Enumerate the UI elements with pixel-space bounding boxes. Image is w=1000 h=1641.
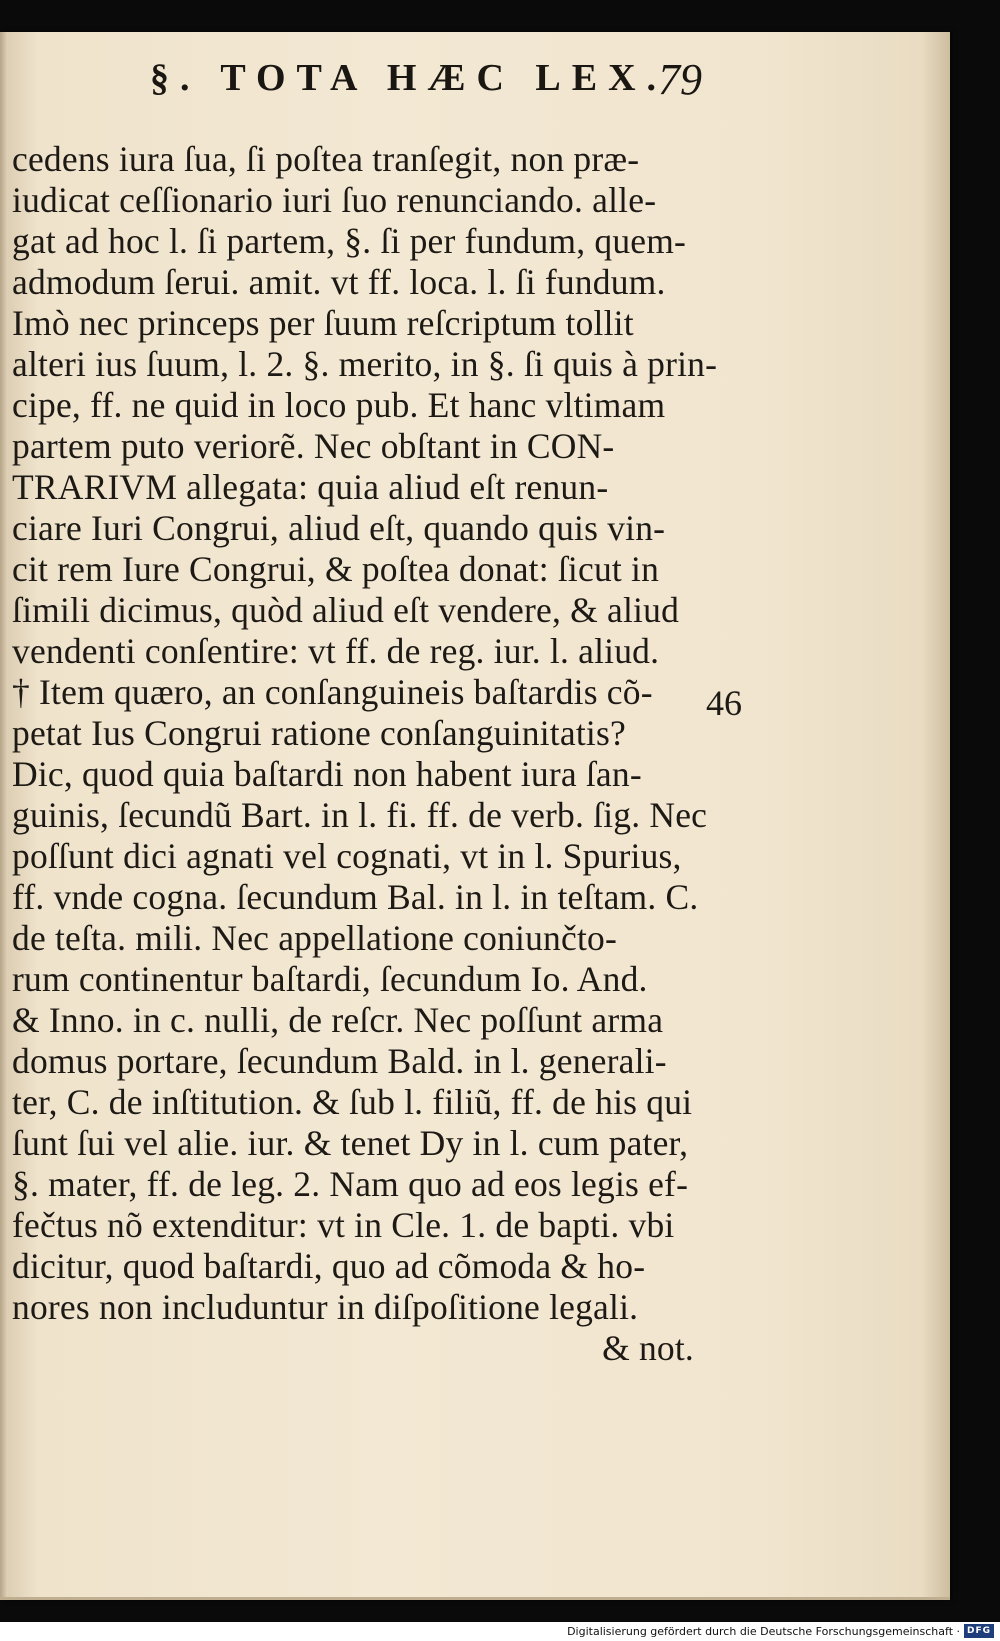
text-line: nores non includuntur in diſpoſitione legali. xyxy=(12,1287,639,1327)
text-line: iudicat ceſſionario iuri ſuo renunciando. alle- xyxy=(12,180,657,220)
text-line: de teſta. mili. Nec appellatione coniunčto- xyxy=(12,918,617,958)
text-line: admodum ſerui. amit. vt ff. loca. l. ſi fundum. xyxy=(12,262,666,302)
text-line: ſimili dicimus, quòd aliud eſt vendere, & aliud xyxy=(12,590,680,630)
text-line: cit rem Iure Congrui, & poſtea donat: ſicut in xyxy=(12,549,660,589)
text-line: Dic, quod quia baſtardi non habent iura ſan- xyxy=(12,754,642,794)
text-line: TRARIVM allegata: quia aliud eſt renun- xyxy=(12,467,609,507)
text-line: alteri ius ſuum, l. 2. §. merito, in §. ſi quis à prin- xyxy=(12,344,718,384)
marginal-note-number: 46 xyxy=(706,683,742,723)
page-gutter xyxy=(0,32,8,1597)
catchword: & not. xyxy=(602,1328,694,1368)
text-line: §. mater, ff. de leg. 2. Nam quo ad eos legis ef- xyxy=(12,1164,689,1204)
text-line: gat ad hoc l. ſi partem, §. ſi per fundum, quem- xyxy=(12,221,687,261)
text-line: ter, C. de inſtitution. & ſub l. filiũ, ff. de his qui xyxy=(12,1082,693,1122)
text-line: rum continentur baſtardi, ſecundum Io. And. xyxy=(12,959,648,999)
text-line: cedens iura ſua, ſi poſtea tranſegit, non præ- xyxy=(12,139,640,179)
text-line: ff. vnde cogna. ſecundum Bal. in l. in teſtam. C. xyxy=(12,877,699,917)
text-line: partem puto veriorẽ. Nec obſtant in CON- xyxy=(12,426,615,466)
dfg-logo-icon: DFG xyxy=(964,1624,994,1638)
text-line: petat Ius Congrui ratione conſanguinitatis? xyxy=(12,713,626,753)
running-head: §. TOTA HÆC LEX. xyxy=(150,57,668,99)
text-line: poſſunt dici agnati vel cognati, vt in l. Spurius, xyxy=(12,836,682,876)
text-line: † Item quæro, an conſanguineis baſtardis cõ- xyxy=(12,672,653,712)
page-number: 79 xyxy=(658,55,702,104)
text-line: dicitur, quod baſtardi, quo ad cõmoda & ho- xyxy=(12,1246,646,1286)
text-line: domus portare, ſecundum Bald. in l. generali- xyxy=(12,1041,667,1081)
text-line: fečtus nõ extenditur: vt in Cle. 1. de bapti. vbi xyxy=(12,1205,675,1245)
text-line: & Inno. in c. nulli, de reſcr. Nec poſſunt arma xyxy=(12,1000,664,1040)
text-line: guinis, ſecundũ Bart. in l. fi. ff. de verb. ſig. Nec xyxy=(12,795,708,835)
text-line: vendenti conſentire: vt ff. de reg. iur. l. aliud. xyxy=(12,631,660,671)
text-line: Imò nec princeps per ſuum reſcriptum tollit xyxy=(12,303,634,343)
funding-credit: Digitalisierung gefördert durch die Deutsche Forschungsgemeinschaft · xyxy=(567,1625,960,1638)
body-text xyxy=(12,139,718,1369)
text-line: ciare Iuri Congrui, aliud eſt, quando quis vin- xyxy=(12,508,666,548)
text-line: ſunt ſui vel alie. iur. & tenet Dy in l. cum pater, xyxy=(12,1123,689,1163)
text-line: cipe, ff. ne quid in loco pub. Et hanc vltimam xyxy=(12,385,666,425)
